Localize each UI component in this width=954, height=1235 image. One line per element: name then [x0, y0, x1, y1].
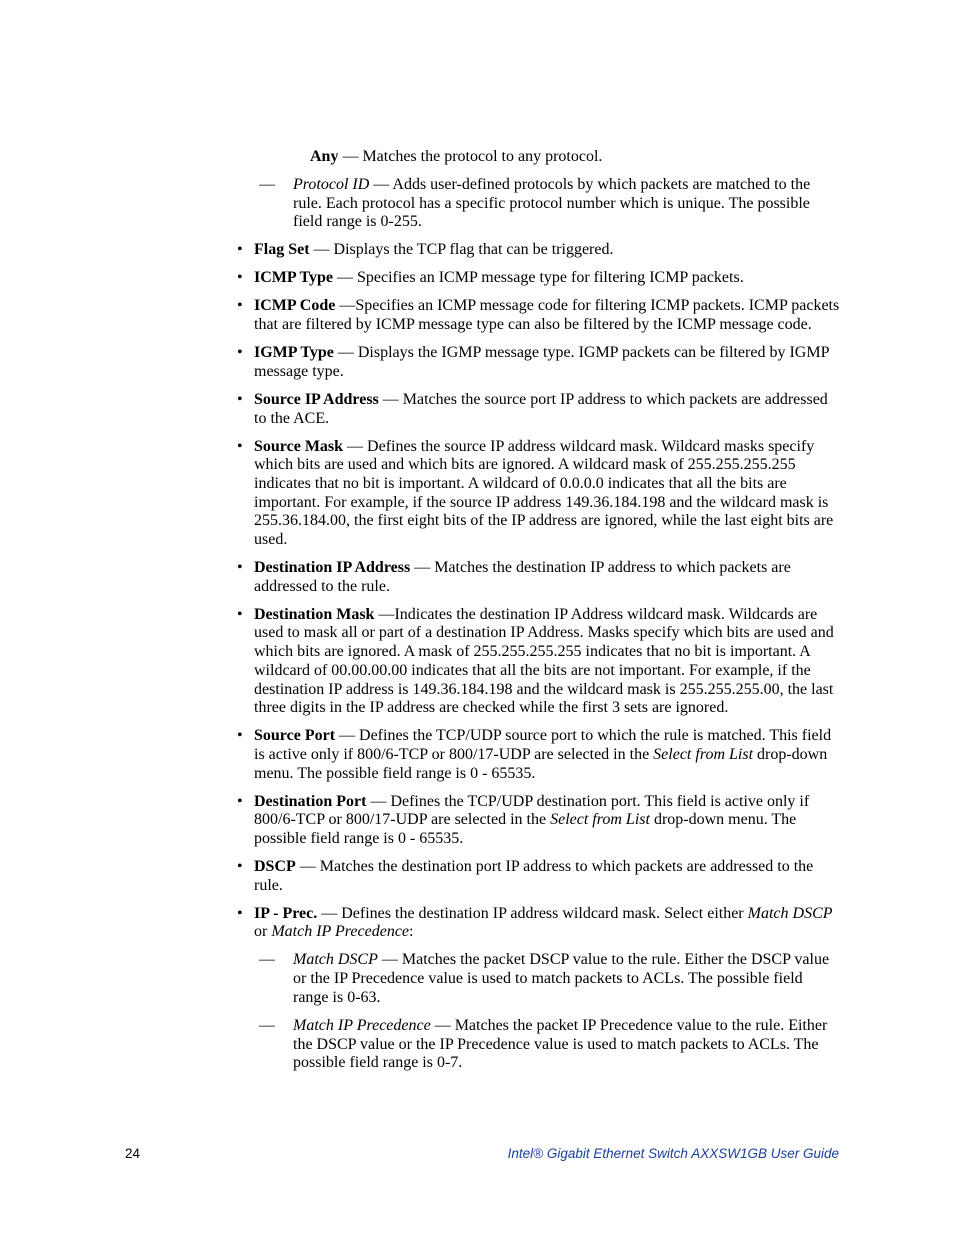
bullet-marker: •: [237, 605, 243, 623]
destination-ip-description: — Matches the destination IP address to which packets are addressed to the rule.: [254, 559, 791, 595]
bullet-marker: •: [237, 858, 243, 876]
match-ip-precedence-ref: Match IP Precedence: [271, 923, 410, 941]
dash-marker: —: [259, 951, 275, 969]
term-source-port: Source Port: [254, 727, 336, 745]
term-match-dscp: Match DSCP: [293, 951, 378, 969]
term-icmp-type: ICMP Type: [254, 269, 333, 287]
any-description: — Matches the protocol to any protocol.: [338, 148, 603, 165]
term-igmp-type: IGMP Type: [254, 344, 334, 362]
ip-prec-item: [237, 904, 840, 942]
destination-ip-item: [237, 559, 840, 596]
source-mask-description: — Defines the source IP address wildcard mask. Wildcard masks specify which bits are used and which bits are ignored. A wildcard mask of 255.255.255.255 indicates that no bit is important. A wildcard of 0.0.0.0 indicates that all the bits are important. For example, if the source IP address 149.36.184.198 and the wildcard mask is 255.36.184.00, the first eight bits of the IP address are ignored, while the last eight bits are used.: [254, 437, 834, 549]
bullet-marker: •: [237, 559, 243, 577]
match-dscp-item: [259, 951, 840, 1007]
bullet-marker: •: [237, 792, 243, 810]
term-destination-mask: Destination Mask: [254, 605, 375, 623]
bullet-marker: •: [237, 297, 243, 315]
running-title: Intel® Gigabit Ethernet Switch AXXSW1GB User Guide: [507, 1146, 839, 1161]
term-dscp: DSCP: [254, 858, 296, 876]
dscp-item: [237, 858, 840, 895]
flag-set-item: [237, 241, 840, 260]
ip-prec-description-a: — Defines the destination IP address wildcard mask. Select either: [317, 904, 748, 922]
flag-set-description: — Displays the TCP flag that can be triggered.: [309, 241, 614, 259]
term-source-ip: Source IP Address: [254, 390, 379, 408]
bullet-marker: •: [237, 904, 243, 922]
term-destination-port: Destination Port: [254, 792, 367, 810]
icmp-type-description: — Specifies an ICMP message type for filtering ICMP packets.: [332, 269, 744, 287]
term-protocol-id: Protocol ID: [293, 176, 370, 193]
source-mask-item: [237, 437, 840, 550]
destination-port-description-b: drop-down menu. The possible field range is 0 - 65535.: [254, 811, 797, 848]
page-body: [236, 148, 840, 1082]
dash-marker: —: [259, 1016, 275, 1034]
ip-prec-description-c: :: [409, 923, 414, 941]
bullet-marker: •: [237, 437, 243, 455]
term-source-mask: Source Mask: [254, 437, 344, 455]
destination-port-item: [237, 792, 840, 849]
match-dscp-description: — Matches the packet DSCP value to the rule. Either the DSCP value or the IP Precedence value is used to match packets to ACLs. The possible field range is 0-63.: [293, 951, 830, 1006]
icmp-code-description: —Specifies an ICMP message code for filtering ICMP packets. ICMP packets that are filtered by ICMP message type can also be filtered by the ICMP message code.: [254, 297, 840, 334]
term-ip-prec: IP - Prec.: [254, 904, 318, 922]
term-icmp-code: ICMP Code: [254, 297, 336, 315]
page-number: 24: [125, 1146, 141, 1161]
icmp-code-item: [237, 297, 840, 334]
select-from-list-ref: Select from List: [653, 745, 754, 763]
select-from-list-ref: Select from List: [550, 811, 650, 829]
bullet-marker: •: [237, 269, 243, 287]
bullet-marker: •: [237, 727, 243, 745]
destination-mask-description: —Indicates the destination IP Address wildcard mask. Wildcards are used to mask all or part of a destination IP Address. Masks specify which bits are used and which bits are ignored. A mask of 255.255.255.255 indicates that no bit is important. A wildcard of 00.00.00.00 indicates that all the bits are not important. For example, if the destination IP address is 149.36.184.198 and the wildcard mask is 255.255.255.00, the last three digits in the IP address are checked while the first 3 sets are ignored.: [254, 605, 834, 717]
match-ip-precedence-item: [259, 1016, 840, 1073]
igmp-type-item: [237, 344, 840, 381]
match-ip-precedence-description: — Matches the packet IP Precedence value to the rule. Either the DSCP value or the IP Precedence value is used to match packets to ACLs. The possible field range is 0-7.: [293, 1016, 828, 1072]
dscp-description: — Matches the destination port IP address to which packets are addressed to the rule.: [254, 858, 814, 894]
match-dscp-ref: Match DSCP: [747, 904, 833, 922]
dash-marker: —: [259, 176, 275, 193]
any-protocol-item: [310, 148, 840, 167]
destination-mask-item: [237, 605, 840, 718]
source-port-description-a: — Defines the TCP/UDP source port to which the rule is matched. This field is active only if 800/6-TCP or 800/17-UDP are selected in the: [254, 727, 832, 763]
source-ip-description: — Matches the source port IP address to which packets are addressed to the ACE.: [254, 390, 828, 427]
ip-prec-description-b: or: [254, 923, 272, 941]
bullet-marker: •: [237, 344, 243, 362]
protocol-id-item: [259, 176, 840, 232]
icmp-type-item: [237, 269, 840, 288]
protocol-id-description: — Adds user-defined protocols by which packets are matched to the rule. Each protocol has a specific protocol number which is unique. The possible field range is 0-255.: [293, 176, 811, 231]
source-port-description-b: drop-down menu. The possible field range is 0 - 65535.: [254, 745, 828, 782]
term-flag-set: Flag Set: [254, 241, 310, 259]
bullet-marker: •: [237, 241, 243, 259]
bullet-marker: •: [237, 390, 243, 408]
source-port-item: [237, 727, 840, 783]
term-any: Any: [310, 148, 339, 165]
igmp-type-description: — Displays the IGMP message type. IGMP packets can be filtered by IGMP message type.: [254, 344, 829, 380]
term-match-ip-precedence: Match IP Precedence: [293, 1016, 431, 1034]
destination-port-description-a: — Defines the TCP/UDP destination port. This field is active only if 800/6-TCP or 800/17-UDP are selected in the: [254, 792, 810, 829]
source-ip-item: [237, 390, 840, 428]
term-destination-ip: Destination IP Address: [254, 559, 411, 577]
